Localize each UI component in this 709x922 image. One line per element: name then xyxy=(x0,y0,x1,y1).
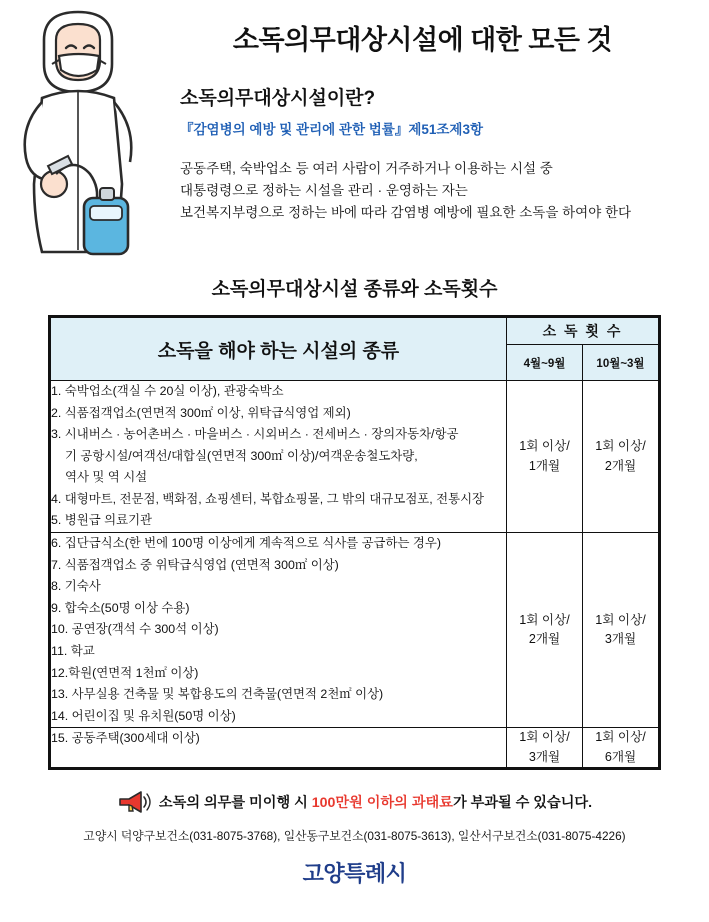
penalty-suffix: 가 부과될 수 있습니다. xyxy=(452,795,593,812)
list-item: 역사 및 역 시설 xyxy=(65,470,148,485)
facility-list-group-2 xyxy=(51,533,507,728)
law-body-line-2: 대통령령으로 정하는 시설을 관리 · 운영하는 자는 xyxy=(180,182,468,198)
law-body-line-1: 공동주택, 숙박업소 등 여러 사람이 거주하거나 이용하는 시설 중 xyxy=(180,161,553,176)
frequency-winter-group-3 xyxy=(582,728,658,768)
list-item: 8. 기숙사 xyxy=(51,579,101,594)
list-item: 9. 합숙소(50명 이상 수용) xyxy=(51,600,190,615)
list-item: 10. 공연장(객석 수 300석 이상) xyxy=(51,622,219,637)
list-item: 11. 학교 xyxy=(51,643,95,658)
frequency-winter-group-1 xyxy=(582,381,658,533)
penalty-highlight: 100만원 이하의 과태료 xyxy=(311,795,453,812)
table-header-period-winter: 10월~3월 xyxy=(582,345,658,381)
penalty-prefix: 소독의 의무를 미이행 시 xyxy=(158,795,312,812)
footer-section xyxy=(0,790,709,888)
list-item: 1. 숙박업소(객실 수 20실 이상), 관광숙박소 xyxy=(51,384,284,398)
frequency-line: 1회 이상/ xyxy=(595,439,646,453)
page-title: 소독의무대상시설에 대한 모든 것 xyxy=(232,25,613,55)
frequency-line: 1회 이상/ xyxy=(519,730,570,745)
list-item: 12.학원(연면적 1천㎡ 이상) xyxy=(51,665,199,680)
megaphone-icon xyxy=(117,790,151,814)
list-item: 6. 집단급식소(한 번에 100명 이상에게 계속적으로 식사를 공급하는 경우) xyxy=(51,536,441,551)
frequency-line: 3개월 xyxy=(604,632,637,647)
frequency-line: 2개월 xyxy=(604,458,637,473)
law-body-line-3: 보건복지부령으로 정하는 바에 따라 감염병 예방에 필요한 소독을 하여야 한다 xyxy=(180,204,632,220)
facility-list-group-3 xyxy=(51,728,507,768)
contacts-line: 고양시 덕양구보건소(031-8075-3768), 일산동구보건소(031-8075-3613), 일산서구보건소(031-8075-4226) xyxy=(83,829,626,844)
sub-title: 소독의무대상시설이란? xyxy=(180,88,376,109)
frequency-line: 2개월 xyxy=(528,632,561,647)
list-item: 2. 식품접객업소(연면적 300㎡ 이상, 위탁급식영업 제외) xyxy=(51,405,351,420)
table-row xyxy=(51,728,659,768)
table-header-count: 소 독 횟 수 xyxy=(506,318,658,345)
table-header-facility: 소독을 해야 하는 시설의 종류 xyxy=(51,318,507,381)
law-body xyxy=(152,158,699,224)
penalty-text xyxy=(159,792,592,812)
city-logo: 고양특례시 xyxy=(302,861,407,887)
table-row xyxy=(51,533,659,728)
list-item: 5. 병원급 의료기관 xyxy=(51,513,153,528)
frequency-line: 1회 이상/ xyxy=(595,730,646,745)
list-item: 4. 대형마트, 전문점, 백화점, 쇼핑센터, 복합쇼핑몰, 그 밖의 대규모점포, 전통시장 xyxy=(51,491,485,506)
disinfection-table-wrapper xyxy=(48,315,661,770)
frequency-summer-group-1 xyxy=(506,381,582,533)
list-item: 7. 식품접객업소 중 위탁급식영업 (연면적 300㎡ 이상) xyxy=(51,557,339,572)
section-title: 소독의무대상시설 종류와 소독횟수 xyxy=(211,279,498,300)
frequency-line: 1회 이상/ xyxy=(595,612,646,627)
list-item: 14. 어린이집 및 유치원(50명 이상) xyxy=(51,708,236,723)
frequency-line: 1회 이상/ xyxy=(519,439,570,453)
frequency-line: 1회 이상/ xyxy=(519,612,570,627)
disinfection-table xyxy=(50,317,659,768)
mascot-illustration xyxy=(4,6,154,256)
list-item: 기 공항시설/여객선/대합실(연면적 300㎡ 이상)/여객운송철도차량, xyxy=(65,448,418,463)
header-text-block xyxy=(152,18,699,224)
frequency-line: 6개월 xyxy=(604,749,637,764)
penalty-row xyxy=(0,790,709,814)
header-section xyxy=(0,0,709,258)
list-item: 3. 시내버스 · 농어촌버스 · 마을버스 · 시외버스 · 전세버스 · 장의자동차/항공 xyxy=(51,427,459,442)
table-header-period-summer: 4월~9월 xyxy=(506,345,582,381)
list-item: 13. 사무실용 건축물 및 복합용도의 건축물(연면적 2천㎡ 이상) xyxy=(51,687,384,702)
frequency-winter-group-2 xyxy=(582,533,658,728)
frequency-line: 3개월 xyxy=(528,749,561,764)
law-reference: 『감염병의 예방 및 관리에 관한 법률』제51조제3항 xyxy=(180,122,484,137)
table-header-row-1 xyxy=(51,318,659,345)
list-item: 15. 공동주택(300세대 이상) xyxy=(51,731,200,746)
frequency-summer-group-3 xyxy=(506,728,582,768)
table-row xyxy=(51,381,659,533)
facility-list-group-1 xyxy=(51,381,507,533)
frequency-summer-group-2 xyxy=(506,533,582,728)
frequency-line: 1개월 xyxy=(528,458,561,473)
